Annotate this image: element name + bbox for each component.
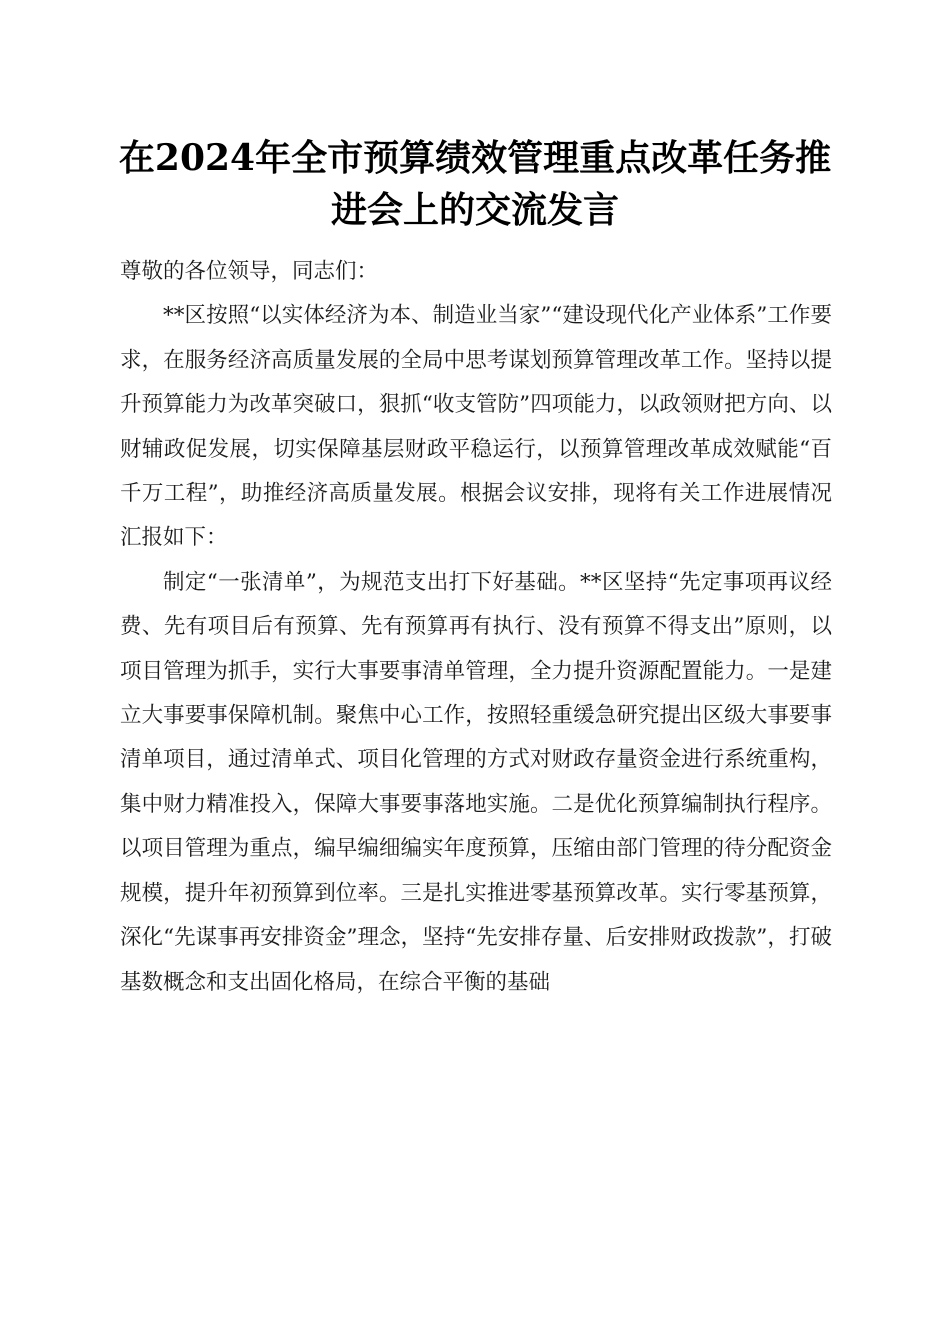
paragraph-checklist: 制定“一张清单”，为规范支出打下好基础。**区坚持“先定事项再议经费、先有项目后有预算、先有预算再有执行、没有预算不得支出”原则，以项目管理为抓手，实行大事要事清单管理，全力提升资源配置能力。一是建立大事要事保障机制。聚焦中心工作，按照轻重缓急研究提出区级大事要事清单项目，通过清单式、项目化管理的方式对财政存量资金进行系统重构，集中财力精准投入，保障大事要事落地实施。二是优化预算编制执行程序。以项目管理为重点，编早编细编实年度预算，压缩由部门管理的待分配资金规模，提升年初预算到位率。三是扎实推进零基预算改革。实行零基预算，深化“先谋事再安排资金”理念，坚持“先安排存量、后安排财政拨款”，打破基数概念和支出固化格局，在综合平衡的基础 <box>120 569 832 995</box>
paragraph-intro: **区按照“以实体经济为本、制造业当家”“建设现代化产业体系”工作要求，在服务经济高质量发展的全局中思考谋划预算管理改革工作。坚持以提升预算能力为改革突破口，狠抓“收支管防”四项能力，以政领财把方向、以财辅政促发展，切实保障基层财政平稳运行，以预算管理改革成效赋能“百千万工程”，助推经济高质量发展。根据会议安排，现将有关工作进展情况汇报如下： <box>120 303 832 551</box>
title-line-1: 在2024年全市预算绩效管理重点改革任务推 <box>118 137 832 179</box>
salutation: 尊敬的各位领导，同志们： <box>120 259 379 284</box>
document-title <box>100 132 850 236</box>
document-body <box>120 250 832 1005</box>
title-line-2: 进会上的交流发言 <box>330 189 619 231</box>
